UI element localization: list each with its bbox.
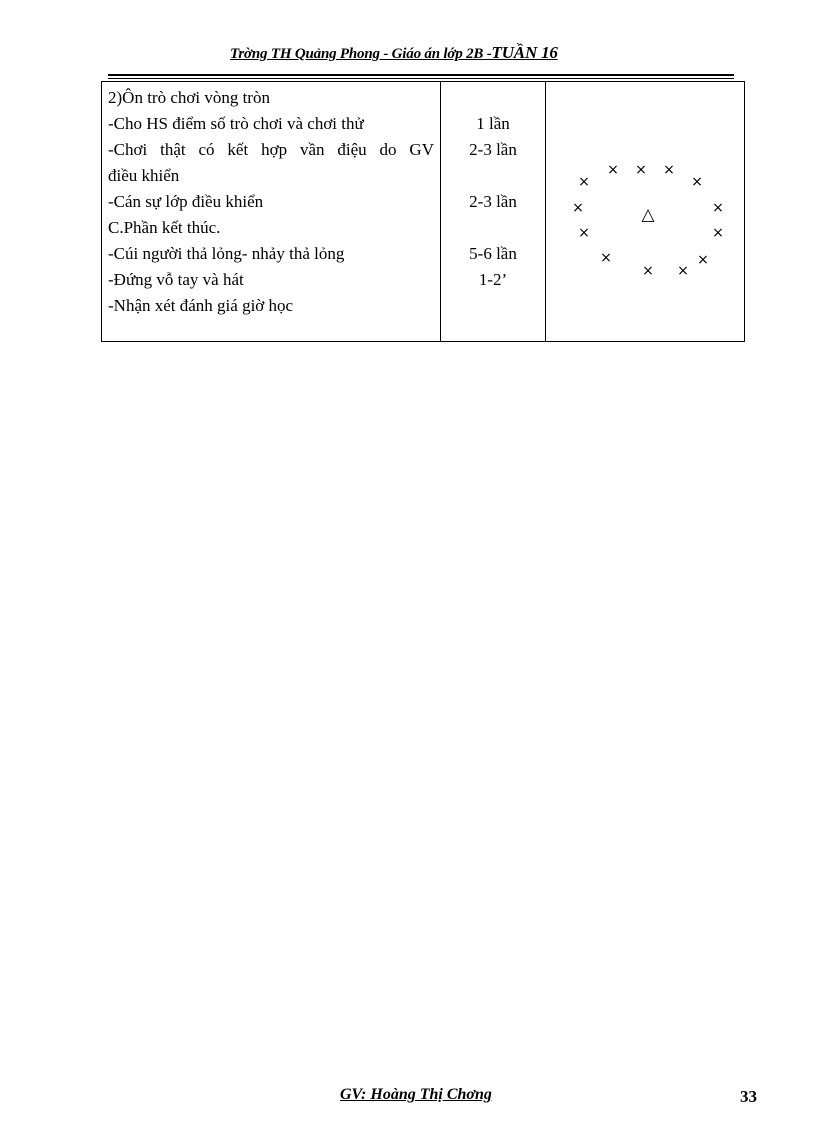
- circle-formation-diagram: [546, 82, 744, 341]
- page-header: [230, 43, 650, 63]
- student-mark: ×: [642, 263, 654, 279]
- dose-line: 2-3 lần: [469, 140, 517, 159]
- student-mark: ×: [635, 162, 647, 178]
- student-mark: ×: [607, 162, 619, 178]
- activity-line: -Chơi thật có kết hợp vần điệu do GV: [108, 140, 434, 159]
- lesson-table: [101, 81, 745, 342]
- student-mark: ×: [663, 162, 675, 178]
- dose-line: [441, 163, 545, 189]
- dose-line: [441, 215, 545, 241]
- dose-cell: [441, 82, 546, 342]
- page-number: 33: [740, 1087, 757, 1106]
- table-row: [102, 82, 745, 342]
- activity-line: -Cho HS điểm số trò chơi và chơi thử: [108, 114, 364, 133]
- student-mark: ×: [697, 252, 709, 268]
- header-week: TUẦN 16: [491, 43, 558, 62]
- header-rule-thick: [108, 74, 734, 76]
- activity-cell: [102, 82, 441, 342]
- activity-line: -Nhận xét đánh giá giờ học: [108, 296, 294, 315]
- dose-line: [441, 293, 545, 319]
- dose-line: 2-3 lần: [469, 192, 517, 211]
- dose-line: 1-2’: [478, 270, 508, 289]
- student-mark: ×: [572, 200, 584, 216]
- dose-line: 1 lần: [476, 114, 510, 133]
- student-mark: ×: [712, 200, 724, 216]
- activity-line: -Cán sự lớp điều khiển: [108, 192, 264, 211]
- header-school: Trờng TH Quảng Phong - Giáo án lớp 2B -: [230, 46, 492, 62]
- teacher-mark: △: [641, 205, 655, 225]
- dose-line: [441, 85, 545, 111]
- student-mark: ×: [691, 174, 703, 190]
- student-mark: ×: [578, 225, 590, 241]
- header-rule-thin: [108, 78, 734, 79]
- activity-line: -Cúi người thả lỏng- nhảy thả lỏng: [108, 244, 345, 263]
- activity-line: 2)Ôn trò chơi vòng tròn: [108, 88, 270, 107]
- formation-cell: [546, 82, 745, 342]
- student-mark: ×: [712, 225, 724, 241]
- student-mark: ×: [578, 174, 590, 190]
- dose-line: 5-6 lần: [469, 244, 517, 263]
- activity-line: điều khiển: [108, 166, 180, 185]
- section-heading: C.Phần kết thúc.: [108, 218, 221, 237]
- footer-teacher: GV: Hoàng Thị Chơng: [340, 1086, 492, 1103]
- activity-line: -Đứng vỗ tay và hát: [108, 270, 244, 289]
- student-mark: ×: [600, 250, 612, 266]
- student-mark: ×: [677, 263, 689, 279]
